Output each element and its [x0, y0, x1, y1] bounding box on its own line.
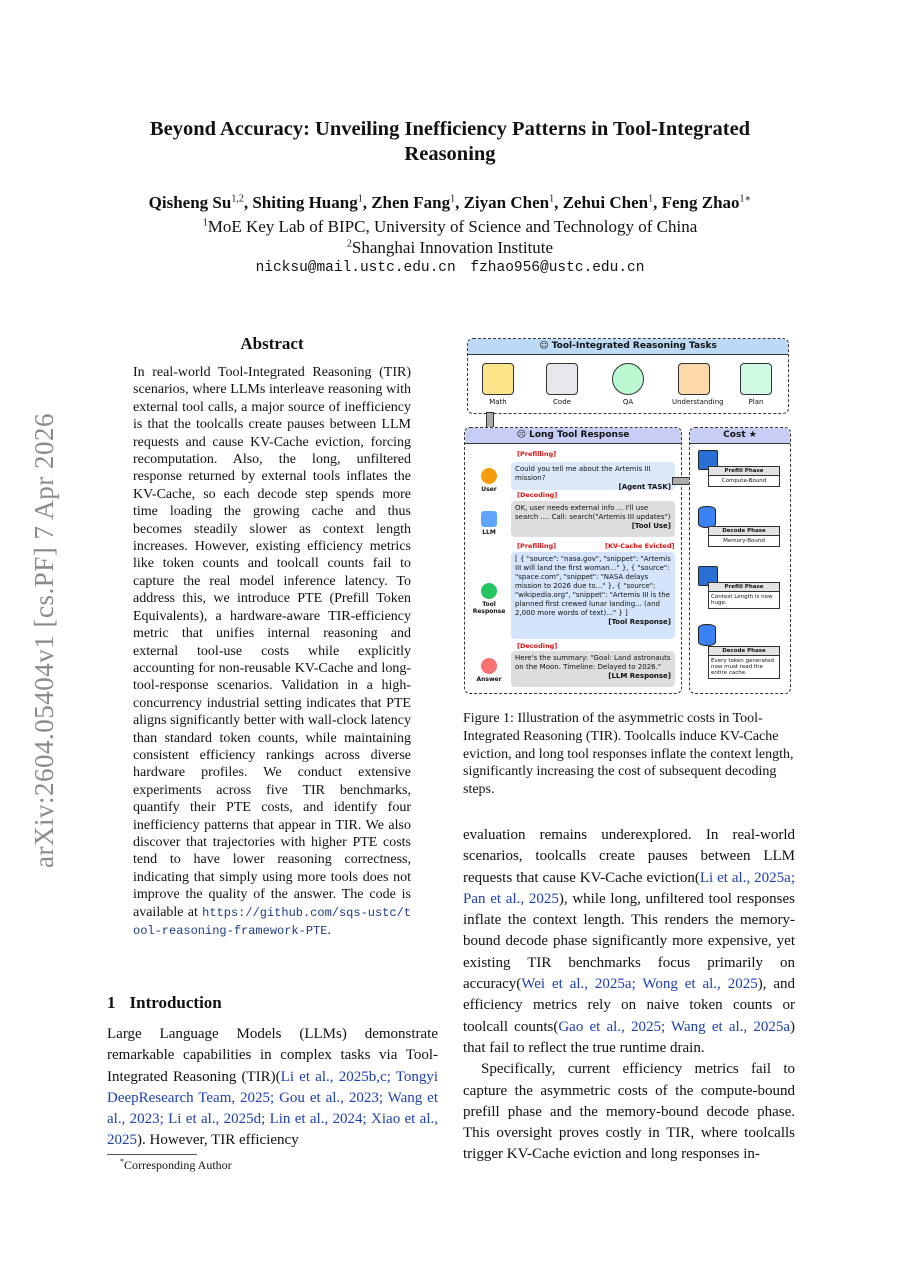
people-icon — [612, 363, 644, 395]
section-heading-introduction: 1 Introduction — [107, 993, 222, 1012]
actor-tool: Tool Response — [469, 583, 509, 615]
affiliation-1: $^1$MoE Key Lab of BIPC, University of Science and Technology of China — [202, 217, 698, 236]
task-math: Math — [476, 363, 520, 406]
answer-icon — [481, 658, 497, 674]
arxiv-identifier: arXiv:2604.05404v1 [cs.PF] 7 Apr 2026 — [28, 412, 59, 868]
phase-decode-1: Decode Phase Memory-Bound — [708, 526, 780, 547]
tir-tasks-title: ☺ Tool-Integrated Reasoning Tasks — [468, 339, 788, 355]
smile-icon: ☺ — [539, 341, 552, 351]
citation-link[interactable]: Wei et al., 2025a; Wong et al., 2025 — [521, 976, 758, 993]
star-icon: ★ — [745, 430, 757, 440]
phase-prefill-1: Prefill Phase Compute-Bound — [708, 466, 780, 487]
frown-icon: ☹ — [516, 430, 530, 440]
tag-decoding: [Decoding] — [517, 491, 558, 499]
calculator-icon — [482, 363, 514, 395]
long-tool-response-panel — [464, 427, 682, 694]
affiliation-2: $^2$Shanghai Innovation Institute — [346, 238, 554, 257]
footnote-rule — [107, 1154, 197, 1155]
author: Shiting Huang$^1$ — [252, 193, 363, 212]
author-list: Qisheng Su$^{1,2}$, Shiting Huang$^1$, Zhen Fang$^1$, Ziyan Chen$^1$, Zehui Chen$^1$, Feng Zhao$^{1∗}$ — [148, 193, 752, 212]
footnote: *Corresponding Author — [120, 1157, 232, 1172]
actor-llm: LLM — [469, 511, 509, 536]
task-understanding: Understanding — [672, 363, 716, 406]
database-icon — [698, 624, 716, 646]
citation-link[interactable]: Li et al., 2025a; Pan et al., 2025 — [463, 869, 796, 907]
author: Qisheng Su$^{1,2}$ — [148, 193, 244, 212]
actor-answer: Answer — [469, 658, 509, 683]
author: Zhen Fang$^1$ — [371, 193, 456, 212]
author: Feng Zhao$^{1∗}$ — [661, 193, 752, 212]
tag-prefilling-2: [Prefilling] — [517, 542, 557, 550]
right-column-body: evaluation remains underexplored. In real-world scenarios, toolcalls create pauses between LLM requests that cause KV-Cache eviction(Li et al., 2025a; Pan et al., 2025), while long, unfiltered tool responses inflate the context length. This renders the memory-bound decode phase significantly more expensive, yet existing TIR benchmarks focus primarily on accuracy(Wei et al., 2025a; Wong et al., 2025), and efficiency metrics rely on naive token counts or toolcall counts(Gao et al., 2025; Wang et al., 2025a) that fail to reflect the true runtime drain. Specifically, current efficiency metrics fail to capture the asymmetric costs of the compute-bound prefill phase and the memory-bound decode phase. This oversight proves costly in TIR, where toolcalls trigger KV-Cache eviction and long responses in- — [463, 827, 796, 1163]
abstract-body: In real-world Tool-Integrated Reasoning (TIR) scenarios, where LLMs interleave reasoning with external tool calls, a major source of inefficiency is that the toolcalls create pauses between LLM requests and cause KV-Cache eviction, forcing recomputation. Also, the long, unfiltered response returned by external tools inflates the KV-Cache, so each decode step spends more time loading the growing cache and thus becomes steadily slower as context length increases. However, existing efficiency metrics like token counts and toolcall counts fail to capture the real model inference latency. To address this, we introduce PTE (Prefill Token Equivalents), a hardware-aware TIR-efficiency metric that unifies internal reasoning and external tool-use costs while explicitly accounting for non-reusable KV-Cache and long-tool-response scenarios. Validation in a high-concurrency industrial setting indicates that PTE aligns significantly better with wall-clock latency than standard token counts, while maintaining consistent efficiency rankings across diverse hardware profiles. We conduct extensive experiments across five TIR benchmarks, quantify their PTE costs, and identify four inefficiency patterns that appear in TIR. We also discover that trajectories with higher PTE costs tend to have lower reasoning correctness, indicating that simply using more tools does not improve the quality of the answer. The code is available at https://github.com/sqs-ustc/tool-reasoning-framework-PTE. — [133, 365, 411, 938]
actor-user: User — [469, 468, 509, 493]
answer-bubble: Here's the summary: "Goal: Land astronauts on the Moon. Timeline: Delayed to 2026." [LLM Response] — [511, 651, 675, 687]
long-tool-response-title: ☹ Long Tool Response — [465, 428, 681, 444]
robot-icon — [481, 511, 497, 527]
tool-response-bubble: [ { "source": "nasa.gov", "snippet": "Artemis III will land the first woman..." }, { "source": "space.com", "snippet": "NASA delays mission to 2026 due to..." }, { "source": "wikipedia.org", "snippet": "Artemis III is the planned first crewed lunar landing... (and 2,000 more words of text)..." } ] [Tool Response] — [511, 552, 675, 639]
books-icon — [678, 363, 710, 395]
author: Ziyan Chen$^1$ — [463, 193, 555, 212]
phase-decode-2: Decode Phase Every token generated now must read the entire cache. — [708, 646, 780, 679]
abstract-heading: Abstract — [240, 334, 304, 353]
phase-prefill-2: Prefill Phase Context Length is now huge. — [708, 582, 780, 609]
laptop-icon — [546, 363, 578, 395]
intro-paragraph: Large Language Models (LLMs) demonstrate remarkable capabilities in complex tasks via Tool-Integrated Reasoning (TIR)(Li et al., 2025b,c; Tongyi DeepResearch Team, 2025; Gou et al., 2023; Wang et al., 2023; Li et al., 2025d; Lin et al., 2024; Xiao et al., 2025). However, TIR efficiency — [107, 1026, 438, 1149]
arxiv-side-label — [18, 380, 70, 900]
cost-panel — [689, 427, 791, 694]
task-plan: Plan — [734, 363, 778, 406]
user-bubble: Could you tell me about the Artemis III mission? [Agent TASK] — [511, 462, 675, 490]
author: Zehui Chen$^1$ — [562, 193, 654, 212]
tool-icon — [481, 583, 497, 599]
author-emails[interactable]: nicksu@mail.ustc.edu.cn fzhao956@ustc.edu.cn — [255, 260, 645, 276]
checklist-icon — [740, 363, 772, 395]
citation-link[interactable]: Li et al., 2025b,c; Tongyi DeepResearch Team, 2025; Gou et al., 2023; Wang et al., 2023; Li et al., 2025d; Lin et al., 2024; Xiao et al., 2025 — [107, 1068, 438, 1149]
code-link[interactable]: https://github.com/sqs-ustc/tool-reasoning-framework-PTE — [133, 905, 411, 938]
database-icon — [698, 506, 716, 528]
user-icon — [481, 468, 497, 484]
cost-title: Cost ★ — [690, 428, 790, 444]
tag-prefilling: [Prefilling] — [517, 450, 557, 458]
figure-1 — [462, 336, 794, 696]
task-code: Code — [540, 363, 584, 406]
task-qa: QA — [606, 363, 650, 406]
llm-bubble: OK, user needs external info ... I'll use search .... Call: search("Artemis III updates") [Tool Use] — [511, 501, 675, 537]
tag-kv-cache-evicted: [KV-Cache Evicted] — [605, 542, 675, 550]
tir-tasks-panel — [467, 338, 789, 414]
figure-caption: Figure 1: Illustration of the asymmetric costs in Tool-Integrated Reasoning (TIR). Toolcalls induce KV-Cache eviction, and long tool responses inflate the context length, significantly increasing the cost of subsequent decoding steps. — [463, 711, 794, 798]
tag-decoding-2: [Decoding] — [517, 642, 558, 650]
citation-link[interactable]: Gao et al., 2025; Wang et al., 2025a — [558, 1018, 790, 1035]
paper-title: Beyond Accuracy: Unveiling Inefficiency Patterns in Tool-Integrated Reasoning — [149, 118, 751, 165]
